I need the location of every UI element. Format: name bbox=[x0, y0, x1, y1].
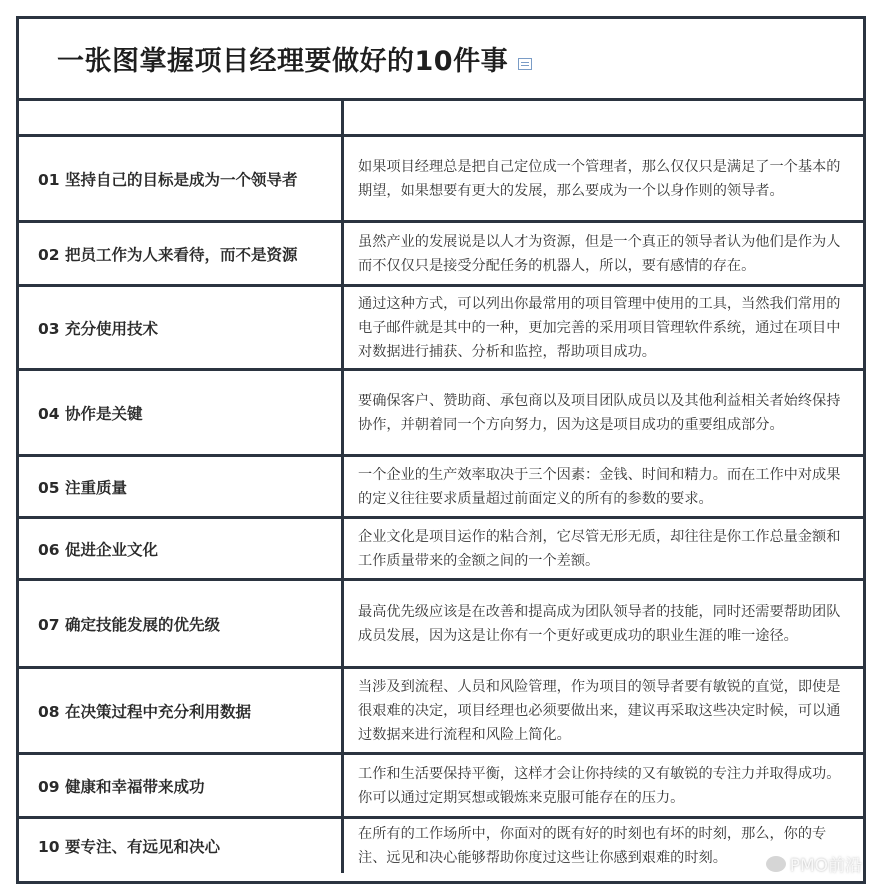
item-title: 06 促进企业文化 bbox=[19, 519, 344, 578]
table-row bbox=[19, 519, 863, 581]
table-row bbox=[19, 223, 863, 287]
item-title: 08 在决策过程中充分利用数据 bbox=[19, 669, 344, 752]
item-description: 要确保客户、赞助商、承包商以及项目团队成员以及其他利益相关者始终保持协作，并朝着同一个方向努力，因为这是项目成功的重要组成部分。 bbox=[358, 392, 841, 433]
page-title: 一张图掌握项目经理要做好的10件事 bbox=[57, 46, 509, 77]
item-title: 10 要专注、有远见和决心 bbox=[19, 819, 344, 873]
header-cell-right bbox=[344, 101, 863, 134]
item-title: 02 把员工作为人来看待，而不是资源 bbox=[19, 223, 344, 284]
table-header-row bbox=[19, 101, 863, 137]
table-row bbox=[19, 819, 863, 873]
title-bar bbox=[19, 19, 863, 101]
table-row bbox=[19, 287, 863, 371]
item-description: 企业文化是项目运作的粘合剂，它尽管无形无质，却往往是你工作总量金额和工作质量带来的金额之间的一个差额。 bbox=[358, 528, 841, 569]
item-description: 一个企业的生产效率取决于三个因素：金钱、时间和精力。而在工作中对成果的定义往往要求质量超过前面定义的所有的参数的要求。 bbox=[358, 466, 841, 507]
table-row bbox=[19, 755, 863, 819]
item-description: 在所有的工作场所中，你面对的既有好的时刻也有坏的时刻，那么，你的专注、远见和决心能够帮助你度过这些让你感到艰难的时刻。 bbox=[358, 826, 827, 866]
item-description: 通过这种方式，可以列出你最常用的项目管理中使用的工具，当然我们常用的电子邮件就是其中的一种，更加完善的采用项目管理软件系统，通过在项目中对数据进行捕获、分析和监控，帮助项目成功。 bbox=[358, 295, 841, 360]
item-title: 04 协作是关键 bbox=[19, 371, 344, 454]
table-sheet bbox=[16, 16, 866, 884]
table-row bbox=[19, 581, 863, 669]
item-title: 05 注重质量 bbox=[19, 457, 344, 516]
item-title: 09 健康和幸福带来成功 bbox=[19, 755, 344, 816]
item-description: 工作和生活要保持平衡，这样才会让你持续的又有敏锐的专注力并取得成功。你可以通过定期冥想或锻炼来克服可能存在的压力。 bbox=[358, 765, 841, 806]
item-description: 虽然产业的发展说是以人才为资源，但是一个真正的领导者认为他们是作为人而不仅仅只是接受分配任务的机器人，所以，要有感情的存在。 bbox=[358, 233, 841, 274]
item-description: 当涉及到流程、人员和风险管理，作为项目的领导者要有敏锐的直觉，即使是很艰难的决定，项目经理也必须要做出来，建议再采取这些决定时候，可以通过数据来进行流程和风险上简化。 bbox=[358, 678, 841, 743]
table-row bbox=[19, 137, 863, 223]
wechat-logo-icon bbox=[766, 856, 786, 872]
header-cell-left bbox=[19, 101, 344, 134]
watermark bbox=[766, 851, 862, 876]
item-title: 07 确定技能发展的优先级 bbox=[19, 581, 344, 666]
item-description: 最高优先级应该是在改善和提高成为团队领导者的技能，同时还需要帮助团队成员发展，因为这是让你有一个更好或更成功的职业生涯的唯一途径。 bbox=[358, 603, 841, 644]
edit-icon[interactable] bbox=[518, 58, 532, 70]
item-title: 01 坚持自己的目标是成为一个领导者 bbox=[19, 137, 344, 220]
table-row bbox=[19, 457, 863, 519]
item-description: 如果项目经理总是把自己定位成一个管理者，那么仅仅只是满足了一个基本的期望，如果想要有更大的发展，那么要成为一个以身作则的领导者。 bbox=[358, 158, 841, 199]
table-row bbox=[19, 669, 863, 755]
table-row bbox=[19, 371, 863, 457]
item-title: 03 充分使用技术 bbox=[19, 287, 344, 368]
watermark-text: PMO前沿 bbox=[789, 856, 862, 876]
